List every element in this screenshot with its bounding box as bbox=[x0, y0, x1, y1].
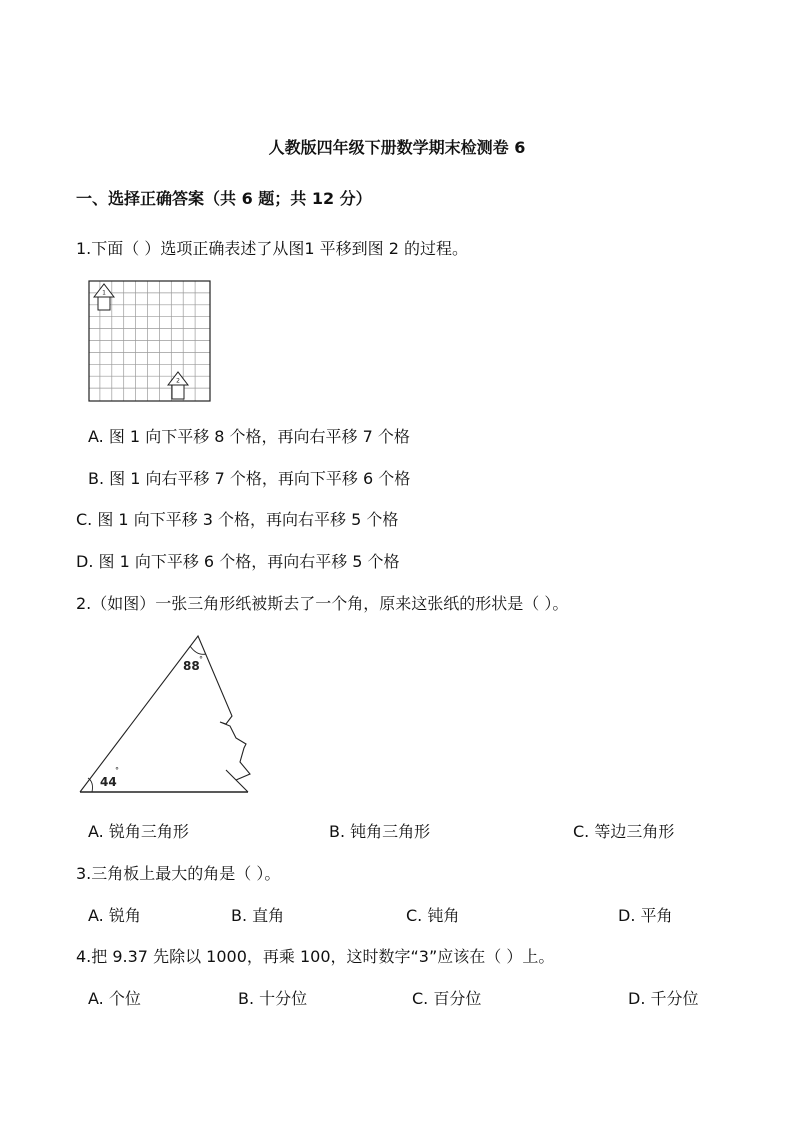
question-4-option-d[interactable]: D. 千分位 bbox=[628, 989, 699, 1008]
question-3-option-a[interactable]: A. 锐角 bbox=[88, 906, 141, 925]
question-1-option-b[interactable]: B. 图 1 向右平移 7 个格，再向下平移 6 个格 bbox=[88, 469, 411, 488]
question-3-option-b[interactable]: B. 直角 bbox=[231, 906, 285, 925]
question-2-stem: 2.（如图）一张三角形纸被斯去了一个角，原来这张纸的形状是（ ）。 bbox=[76, 594, 569, 613]
question-1-option-c[interactable]: C. 图 1 向下平移 3 个格，再向右平移 5 个格 bbox=[76, 510, 399, 529]
question-4-option-c[interactable]: C. 百分位 bbox=[412, 989, 482, 1008]
question-4-stem: 4.把 9.37 先除以 1000，再乘 100，这时数字“3”应该在（ ）上。 bbox=[76, 947, 555, 966]
question-1-option-d[interactable]: D. 图 1 向下平移 6 个格，再向右平移 5 个格 bbox=[76, 552, 400, 571]
angle-label-left: 44 bbox=[100, 775, 117, 789]
torn-triangle-figure bbox=[76, 630, 256, 800]
figure-2-label: 2 bbox=[176, 377, 180, 385]
question-2-option-c[interactable]: C. 等边三角形 bbox=[573, 822, 675, 841]
angle-degree-left: ° bbox=[115, 766, 119, 775]
figure-1-label: 1 bbox=[102, 289, 106, 297]
angle-degree-top: ° bbox=[199, 655, 203, 664]
page-title: 人教版四年级下册数学期末检测卷 6 bbox=[268, 138, 526, 157]
question-1-option-a[interactable]: A. 图 1 向下平移 8 个格，再向右平移 7 个格 bbox=[88, 427, 410, 446]
question-3-option-c[interactable]: C. 钝角 bbox=[406, 906, 460, 925]
question-2-option-a[interactable]: A. 锐角三角形 bbox=[88, 822, 189, 841]
translation-grid-figure bbox=[88, 280, 212, 402]
question-4-option-b[interactable]: B. 十分位 bbox=[238, 989, 308, 1008]
question-1-stem: 1.下面（ ）选项正确表述了从图1 平移到图 2 的过程。 bbox=[76, 239, 468, 258]
shape-figure-1 bbox=[94, 284, 114, 310]
question-2-option-b[interactable]: B. 钝角三角形 bbox=[329, 822, 431, 841]
angle-label-top: 88 bbox=[183, 659, 200, 673]
question-3-option-d[interactable]: D. 平角 bbox=[618, 906, 673, 925]
question-3-stem: 3.三角板上最大的角是（ ）。 bbox=[76, 864, 281, 883]
section-heading: 一、选择正确答案（共 6 题；共 12 分） bbox=[76, 189, 372, 208]
question-4-option-a[interactable]: A. 个位 bbox=[88, 989, 141, 1008]
